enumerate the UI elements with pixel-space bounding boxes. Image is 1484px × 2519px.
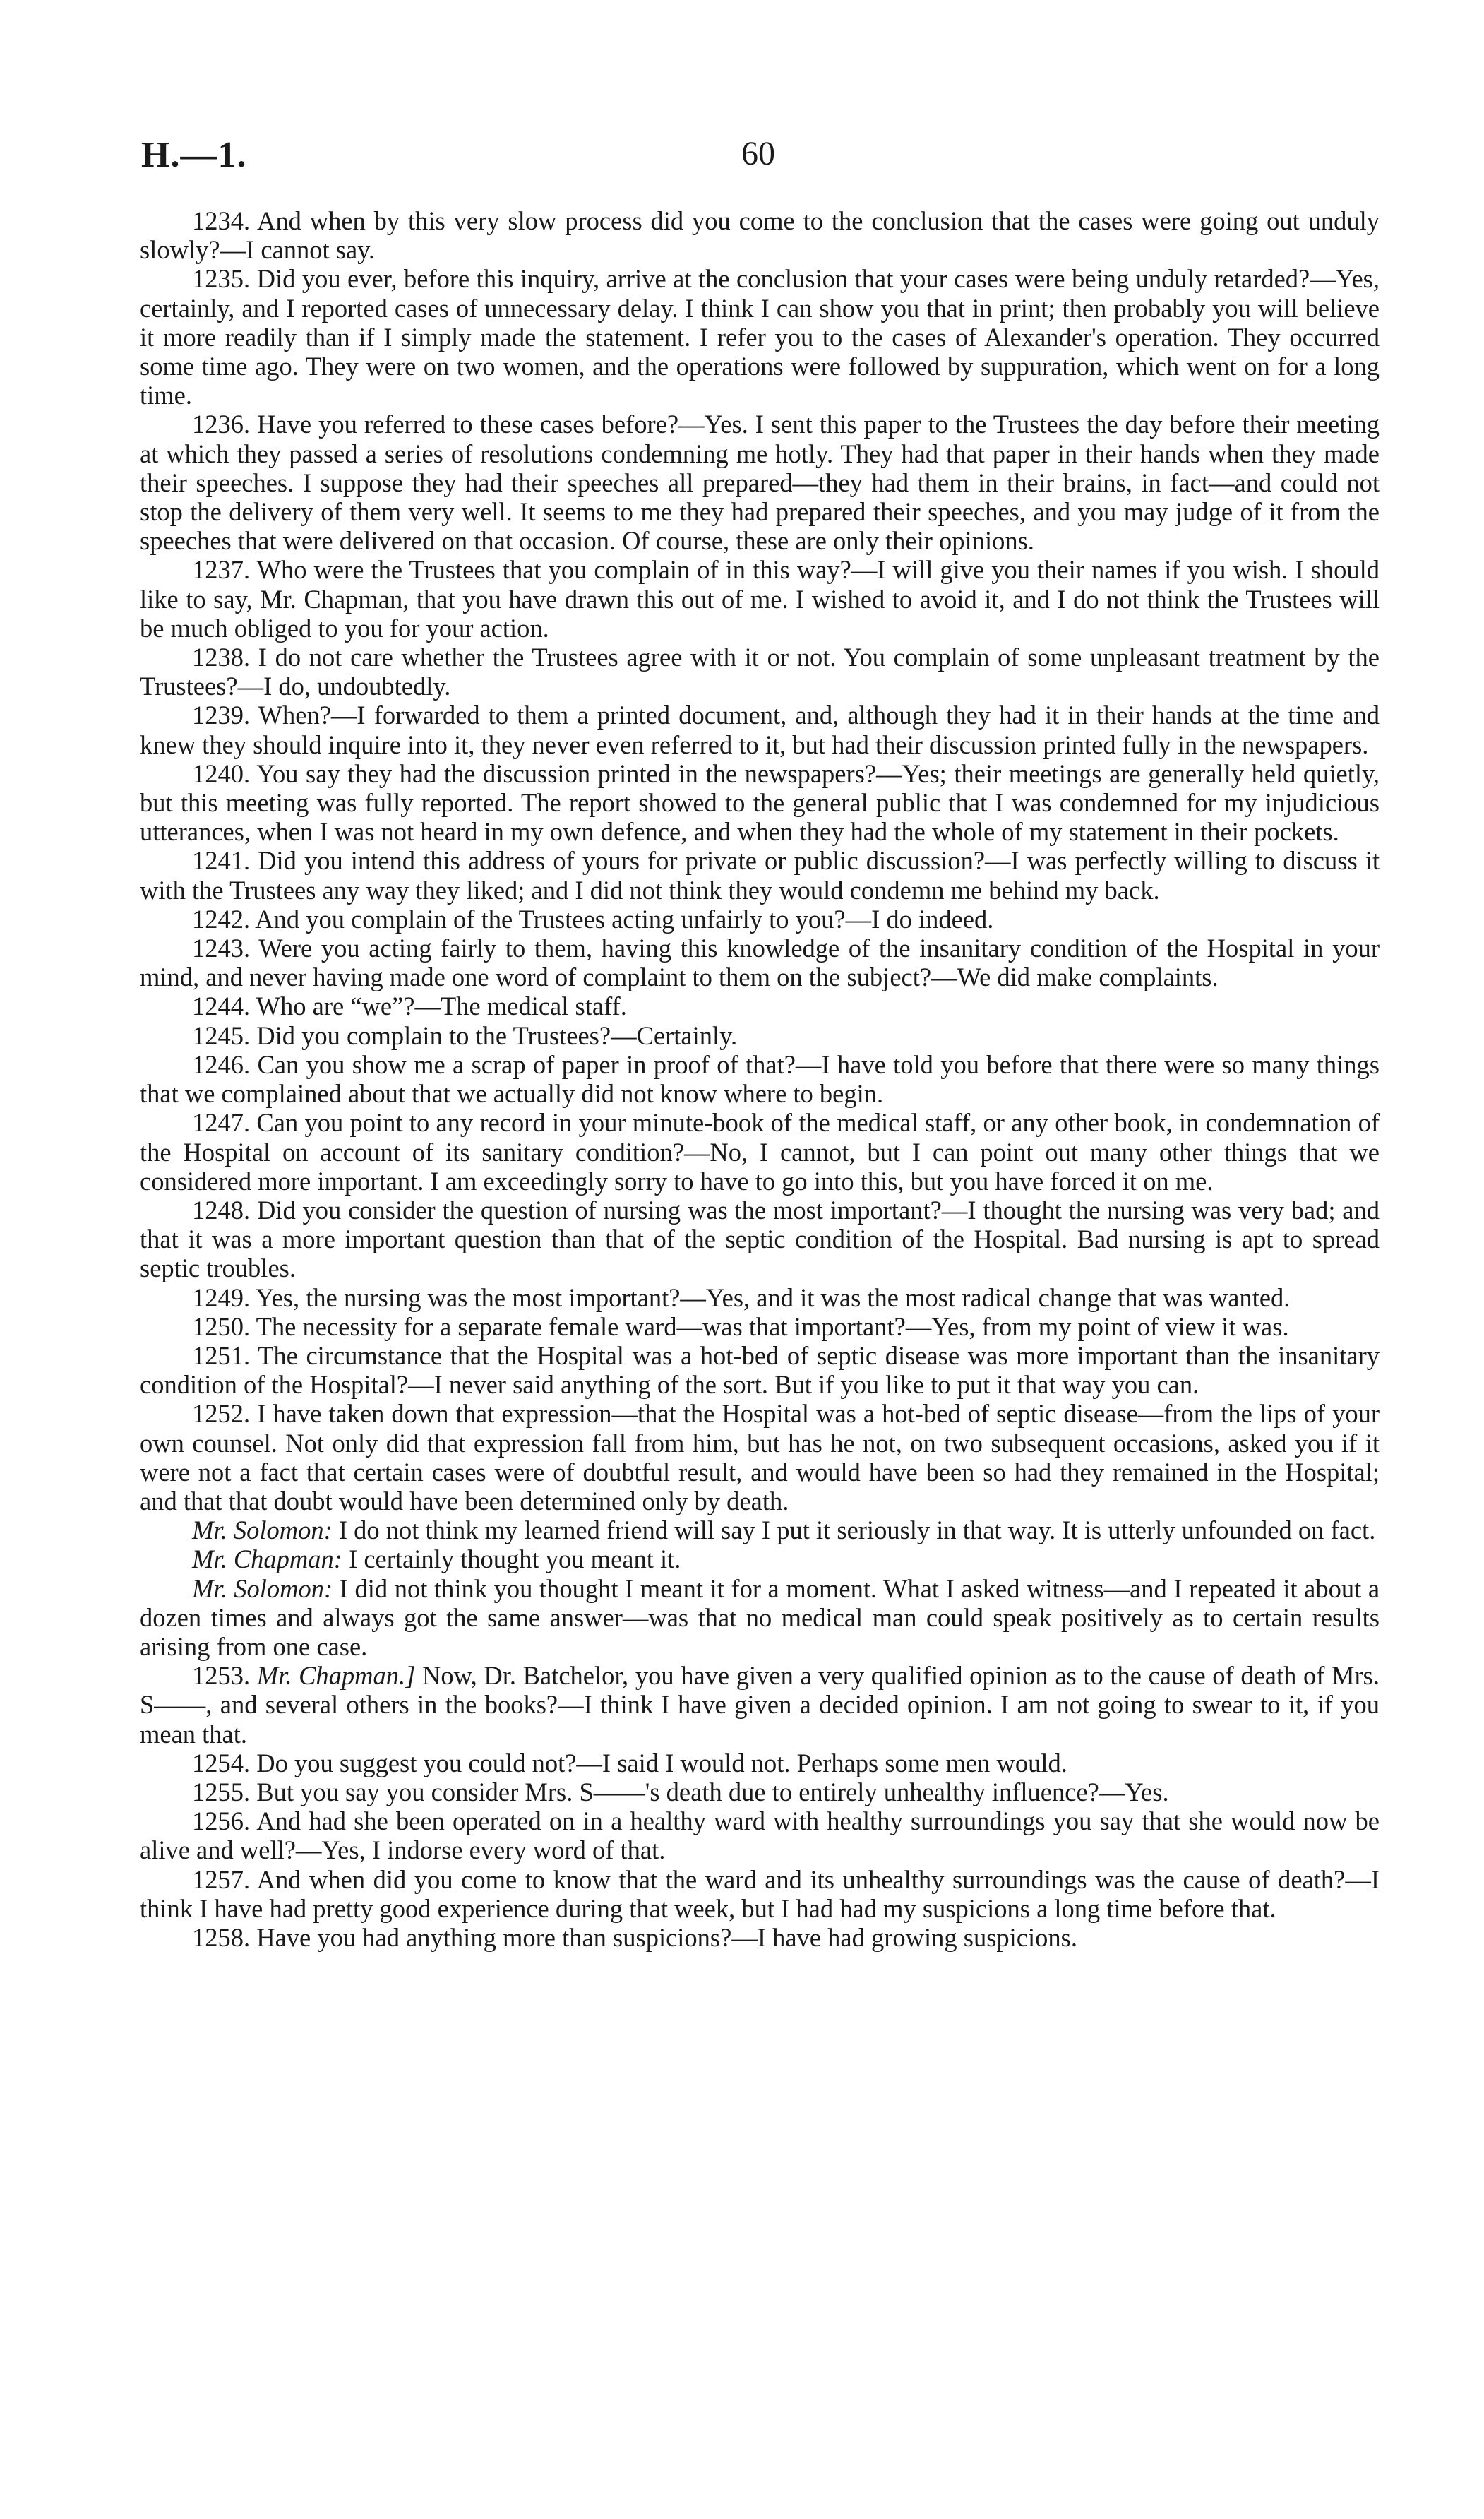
paragraph-text: 1240. You say they had the discussion printed in the newspapers?—Yes; their meetings are generally held quietly, but this meeting was fully reported. The report showed to the general public that I was condemned for my injudicious utterances, when I was not heard in my own defence, and when they had the whole of my statement in their pockets. — [140, 758, 1380, 847]
speaker-paragraph — [140, 1574, 1380, 1662]
parliamentary-paper-reference: H.—1. — [141, 135, 247, 175]
paragraph-text: 1255. But you say you consider Mrs. S——'s death due to entirely unhealthy influence?—Yes. — [192, 1777, 1169, 1806]
question-answer-paragraph — [140, 1196, 1380, 1283]
question-answer-paragraph — [140, 1806, 1380, 1864]
question-answer-paragraph — [140, 1021, 1380, 1050]
paragraph-text: 1236. Have you referred to these cases before?—Yes. I sent this paper to the Trustees the day before their meeting at which they passed a series of resolutions condemning me hotly. They had that paper in their hands when they made their speeches. I suppose they had their speeches all prepared—they had them in their brains, in fact—and could not stop the delivery of them very well. It seems to me they had prepared their speeches, and you may judge of it from the speeches that were delivered on that occasion. Of course, these are only their opinions. — [140, 410, 1380, 556]
paragraph-text: 1258. Have you had anything more than suspicions?—I have had growing suspicions. — [192, 1922, 1077, 1952]
speaker-name: Mr. Solomon: — [192, 1573, 333, 1603]
paragraph-text: 1234. And when by this very slow process did you come to the conclusion that the cases were going out unduly slowly?—I cannot say. — [140, 206, 1380, 265]
paragraph-text: 1241. Did you intend this address of yours for private or public discussion?—I was perfectly willing to discuss it with the Trustees any way they liked; and I did not think they would condemn me behind my back. — [140, 846, 1380, 905]
question-answer-paragraph — [140, 1108, 1380, 1196]
paragraph-text: 1243. Were you acting fairly to them, having this knowledge of the insanitary condition of the Hospital in your mind, and never having made one word of complaint to them on the subject?—We did make complaints. — [140, 934, 1380, 992]
question-answer-paragraph — [140, 410, 1380, 555]
page-number: 60 — [741, 135, 775, 172]
question-answer-paragraph — [140, 1050, 1380, 1108]
paragraph-text: I do not think my learned friend will say I put it seriously in that way. It is utterly unfounded on fact. — [338, 1515, 1376, 1545]
question-answer-paragraph — [140, 555, 1380, 643]
speaker-paragraph — [140, 1544, 1380, 1573]
paragraph-text: 1257. And when did you come to know that the ward and its unhealthy surroundings was the cause of death?—I think I have had pretty good experience during that week, but I had had my suspicions a long time before that. — [140, 1864, 1380, 1923]
paragraph-text: 1238. I do not care whether the Trustees agree with it or not. You complain of some unpleasant treatment by the Trustees?—I do, undoubtedly. — [140, 643, 1380, 701]
paragraph-text: 1242. And you complain of the Trustees acting unfairly to you?—I do indeed. — [192, 904, 994, 934]
question-answer-paragraph — [140, 905, 1380, 934]
question-answer-paragraph — [140, 643, 1380, 701]
speaker-paragraph — [140, 1515, 1380, 1544]
question-answer-paragraph — [140, 1923, 1380, 1952]
paragraph-text: 1247. Can you point to any record in your minute-book of the medical staff, or any other book, in condemnation of the Hospital on account of its sanitary condition?—No, I cannot, but I can point out many other things that we considered more important. I am exceedingly sorry to have to go into this, but you have forced it on me. — [140, 1108, 1380, 1196]
question-answer-paragraph — [140, 264, 1380, 410]
question-answer-paragraph — [140, 1399, 1380, 1515]
question-answer-paragraph — [140, 1312, 1380, 1341]
paragraph-text: I did not think you thought I meant it for a moment. What I asked witness—and I repeated it about a dozen times and always got the same answer—was that no medical man could speak positively as to certain results arising from one case. — [140, 1573, 1380, 1661]
paragraph-text: 1244. Who are “we”?—The medical staff. — [192, 991, 627, 1021]
page-header — [141, 134, 1377, 184]
speaker-name: Mr. Chapman: — [192, 1544, 342, 1574]
question-answer-paragraph — [140, 846, 1380, 904]
question-answer-paragraph — [140, 1749, 1380, 1777]
paragraph-text: 1256. And had she been operated on in a healthy ward with healthy surroundings you say that she would now be alive and well?—Yes, I indorse every word of that. — [140, 1806, 1380, 1865]
paragraph-text: 1246. Can you show me a scrap of paper in proof of that?—I have told you before that there were so many things that we complained about that we actually did not know where to begin. — [140, 1049, 1380, 1109]
paragraph-text: 1245. Did you complain to the Trustees?—Certainly. — [192, 1020, 738, 1050]
document-body — [140, 206, 1380, 1952]
question-answer-paragraph — [140, 1777, 1380, 1806]
paragraph-text: 1239. When?—I forwarded to them a printed document, and, although they had it in their hands at the time and knew they should inquire into it, they never even referred to it, but had their discussion printed fully in the newspapers. — [140, 701, 1380, 759]
paragraph-text: 1250. The necessity for a separate female ward—was that important?—Yes, from my point of view it was. — [192, 1311, 1289, 1341]
paragraph-text: 1252. I have taken down that expression—that the Hospital was a hot-bed of septic disease—from the lips of your own counsel. Not only did that expression fall from him, but has he not, on two subsequent occasions, asked you if it were not a fact that certain cases were of doubtful result, and would have been so had they remained in the Hospital; and that that doubt would have been determined only by death. — [140, 1399, 1380, 1515]
paragraph-text: 1251. The circumstance that the Hospital was a hot-bed of septic disease was more important than the insanitary condition of the Hospital?—I never said anything of the sort. But if you like to put it that way you can. — [140, 1340, 1380, 1400]
speaker-name: Mr. Solomon: — [192, 1515, 333, 1545]
paragraph-text: 1249. Yes, the nursing was the most important?—Yes, and it was the most radical change that was wanted. — [192, 1282, 1291, 1312]
paragraph-text: 1235. Did you ever, before this inquiry, arrive at the conclusion that your cases were being unduly retarded?—Yes, certainly, and I reported cases of unnecessary delay. I think I can show you that in print; then probably you will believe it more readily than if I simply made the statement. I refer you to the cases of Alexander's operation. They occurred some time ago. They were on two women, and the operations were followed by suppuration, which went on for a long time. — [140, 264, 1380, 410]
question-answer-paragraph — [140, 206, 1380, 264]
question-answer-paragraph — [140, 1283, 1380, 1312]
paragraph-text: 1248. Did you consider the question of nursing was the most important?—I thought the nursing was very bad; and that it was a more important question than that of the septic condition of the Hospital. Bad nursing is apt to spread septic troubles. — [140, 1195, 1380, 1283]
paragraph-text: 1237. Who were the Trustees that you complain of in this way?—I will give you their names if you wish. I should like to say, Mr. Chapman, that you have drawn this out of me. I wished to avoid it, and I do not think the Trustees will be much obliged to you for your action. — [140, 555, 1380, 643]
question-answer-paragraph — [140, 991, 1380, 1020]
speaker-paragraph — [140, 1661, 1380, 1749]
question-answer-paragraph — [140, 759, 1380, 847]
question-answer-paragraph — [140, 934, 1380, 991]
question-answer-paragraph — [140, 1865, 1380, 1923]
question-answer-paragraph — [140, 1341, 1380, 1399]
question-answer-paragraph — [140, 701, 1380, 758]
question-number: 1253. — [192, 1661, 251, 1691]
paragraph-text: I certainly thought you meant it. — [349, 1544, 681, 1574]
speaker-name: Mr. Chapman.] — [256, 1661, 416, 1691]
paragraph-text: Now, Dr. Batchelor, you have given a very qualified opinion as to the cause of death of Mrs. S——, and several others in the books?—I think I have given a decided opinion. I am not going to swear to it, if you mean that. — [140, 1661, 1380, 1749]
paragraph-text: 1254. Do you suggest you could not?—I said I would not. Perhaps some men would. — [192, 1748, 1067, 1777]
